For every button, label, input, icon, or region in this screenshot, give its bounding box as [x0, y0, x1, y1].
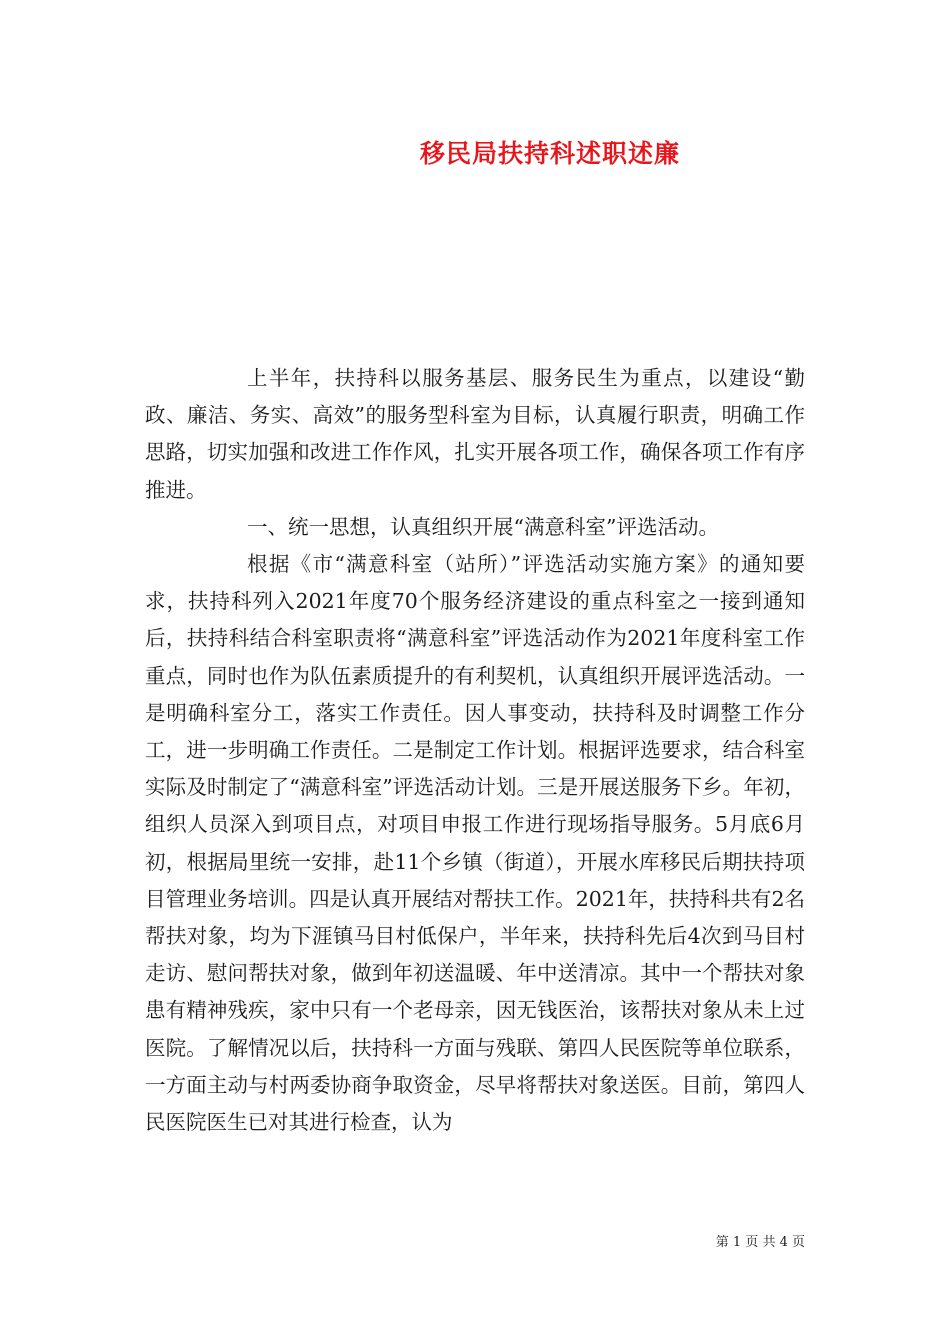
page-number-label: 第 1 页 共 4 页 [715, 1235, 805, 1250]
paragraph-intro: 上半年，扶持科以服务基层、服务民生为重点，以建设“勤政、廉洁、务实、高效”的服务型科室为目标，认真履行职责，明确工作思路，切实加强和改进工作作风，扎实开展各项工作，确保各项工作有序推进。 [145, 366, 805, 502]
section-heading-1: 一、统一思想，认真组织开展“满意科室”评选活动。 [247, 514, 719, 539]
document-title: 移民局扶持科述职述廉 [419, 139, 680, 168]
paragraph-section-1: 根据《市“满意科室（站所）”评选活动实施方案》的通知要求，扶持科列入2021年度70个服务经济建设的重点科室之一接到通知后，扶持科结合科室职责将“满意科室”评选活动作为2021年度科室工作重点，同时也作为队伍素质提升的有利契机，认真组织开展评选活动。一是明确科室分工，落实工作责任。因人事变动，扶持科及时调整工作分工，进一步明确工作责任。二是制定工作计划。根据评选要求，结合科室实际及时制定了“满意科室”评选活动计划。三是开展送服务下乡。年初，组织人员深入到项目点，对项目申报工作进行现场指导服务。5月底6月初，根据局里统一安排，赴11个乡镇（街道），开展水库移民后期扶持项目管理业务培训。四是认真开展结对帮扶工作。2021年，扶持科共有2名帮扶对象，均为下涯镇马目村低保户，半年来，扶持科先后4次到马目村走访、慰问帮扶对象，做到年初送温暖、年中送清凉。其中一个帮扶对象患有精神残疾，家中只有一个老母亲，因无钱医治，该帮扶对象从未上过医院。了解情况以后，扶持科一方面与残联、第四人民医院等单位联系，一方面主动与村两委协商争取资金，尽早将帮扶对象送医。目前，第四人民医院医生已对其进行检查，认为 [145, 552, 805, 1135]
page-footer [716, 1231, 805, 1250]
document-body [145, 360, 805, 1141]
